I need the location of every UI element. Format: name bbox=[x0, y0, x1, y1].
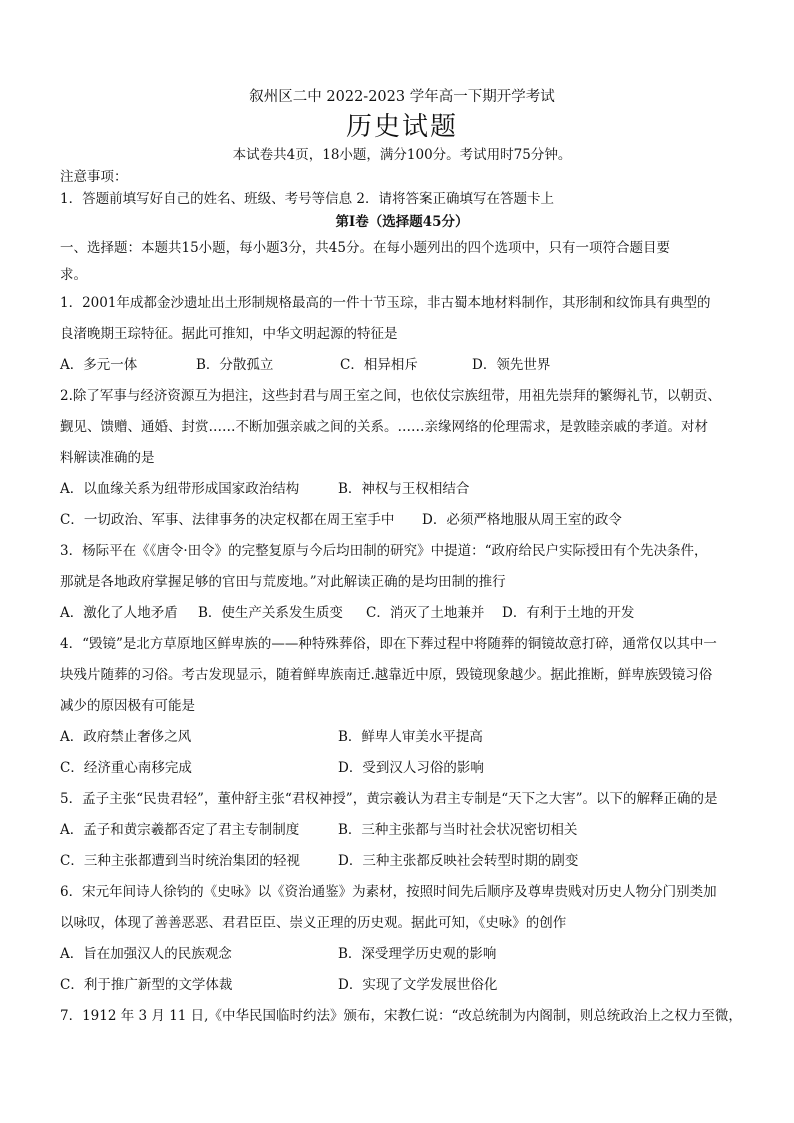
option-c[interactable]: C．三种主张都遭到当时统治集团的轻视 bbox=[60, 853, 300, 869]
options-row bbox=[60, 846, 744, 877]
option-c[interactable]: C．经济重心南移完成 bbox=[60, 760, 192, 776]
options-row bbox=[60, 722, 744, 753]
question-text: 那就是各地政府掌握足够的官田与荒废地。”对此解读正确的是均田制的推行 bbox=[60, 574, 506, 590]
option-a[interactable]: A．激化了人地矛盾 bbox=[60, 605, 178, 621]
exam-meta: 本试卷共4页，18小题，满分100分。考试用时75分钟。 bbox=[232, 147, 572, 163]
question-text: 以咏叹，体现了善善恶恶、君君臣臣、崇义正理的历史观。据此可知，《史咏》的创作 bbox=[60, 915, 567, 931]
options-row bbox=[60, 970, 744, 1001]
section-heading: 第Ⅰ卷（选择题45分） bbox=[335, 214, 469, 230]
options-row bbox=[60, 815, 744, 846]
question-text: 良渚晚期王琮特征。据此可推知，中华文明起源的特征是 bbox=[60, 326, 398, 342]
option-d[interactable]: D．三种主张都反映社会转型时期的剧变 bbox=[338, 853, 579, 869]
option-b[interactable]: B．使生产关系发生质变 bbox=[198, 605, 343, 621]
question-5 bbox=[60, 784, 744, 877]
option-d[interactable]: D．有利于土地的开发 bbox=[502, 605, 635, 621]
option-b[interactable]: B．三种主张都与当时社会状况密切相关 bbox=[338, 822, 578, 838]
option-d[interactable]: D．实现了文学发展世俗化 bbox=[338, 977, 498, 993]
question-text: 3．杨际平在《《唐令·田令》的完整复原与今后均田制的研究》中提道：“政府给民户实际授田有个先决条件， bbox=[60, 543, 708, 559]
question-text: 减少的原因极有可能是 bbox=[60, 698, 195, 714]
option-a[interactable]: A．政府禁止奢侈之风 bbox=[60, 729, 192, 745]
question-text: 觐见、馈赠、通婚、封赏……不断加强亲戚之间的关系。……亲缘网络的伦理需求，是敦睦亲戚的孝道。对材 bbox=[60, 419, 708, 435]
question-2 bbox=[60, 381, 744, 536]
option-d[interactable]: D．受到汉人习俗的影响 bbox=[338, 760, 484, 776]
question-7 bbox=[60, 1001, 744, 1032]
option-b[interactable]: B．深受理学历史观的影响 bbox=[338, 946, 497, 962]
question-text: 4．“毁镜”是北方草原地区鲜卑族的——种特殊葬俗，即在下葬过程中将随葬的铜镜故意打碎，通常仅以其中一 bbox=[60, 636, 717, 652]
options-row bbox=[60, 753, 744, 784]
question-text: 7．1912 年 3 月 11 日,《中华民国临时约法》颁布，宋教仁说：“改总统制为内阁制，则总统政治上之权力至微， bbox=[60, 1008, 742, 1024]
option-c[interactable]: C．相异相斥 bbox=[340, 357, 418, 373]
question-4 bbox=[60, 629, 744, 784]
options-row bbox=[60, 350, 744, 381]
option-a[interactable]: A．以血缘关系为纽带形成国家政治结构 bbox=[60, 481, 300, 497]
options-row bbox=[60, 505, 744, 536]
question-text: 2.除了军事与经济资源互为挹注，这些封君与周王室之间，也依仗宗族纽带，用祖先崇拜的繁缛礼节，以朝贡、 bbox=[60, 388, 721, 404]
notice-heading: 注意事项： bbox=[60, 169, 128, 185]
option-a[interactable]: A．旨在加强汉人的民族观念 bbox=[60, 946, 232, 962]
section-intro-line: 一、选择题：本题共15小题，每小题3分，共45分。在每小题列出的四个选项中，只有一项符合题目要 bbox=[60, 240, 670, 256]
question-text: 料解读准确的是 bbox=[60, 450, 155, 466]
question-text: 5．孟子主张“民贵君轻”，董仲舒主张“君权神授”，黄宗羲认为君主专制是“天下之大害”。以下的解释正确的是 bbox=[60, 791, 718, 807]
option-a[interactable]: A．孟子和黄宗羲都否定了君主专制制度 bbox=[60, 822, 300, 838]
question-6 bbox=[60, 877, 744, 1001]
question-text: 6．宋元年间诗人徐钧的《史咏》以《资治通鉴》为素材，按照时间先后顺序及尊卑贵贱对历史人物分门别类加 bbox=[60, 884, 717, 900]
notice-item: 1．答题前填写好自己的姓名、班级、考号等信息 2．请将答案正确填写在答题卡上 bbox=[60, 191, 554, 207]
exam-header: 叙州区二中 2022-2023 学年高一下期开学考试 bbox=[249, 89, 555, 105]
option-b[interactable]: B．分散孤立 bbox=[196, 357, 274, 373]
option-c[interactable]: C．消灭了土地兼并 bbox=[366, 605, 485, 621]
option-c[interactable]: C．一切政治、军事、法律事务的决定权都在周王室手中 bbox=[60, 512, 395, 528]
options-row bbox=[60, 939, 744, 970]
page-title: 历史试题 bbox=[345, 112, 458, 142]
options-row bbox=[60, 474, 744, 505]
section-intro-line: 求。 bbox=[60, 267, 87, 283]
options-row bbox=[60, 598, 744, 629]
option-b[interactable]: B．神权与王权相结合 bbox=[338, 481, 470, 497]
question-1 bbox=[60, 288, 744, 381]
question-text: 块残片随葬的习俗。考古发现显示，随着鲜卑族南迁.越靠近中原，毁镜现象越少。据此推断，鲜卑族毁镜习俗 bbox=[60, 667, 713, 683]
exam-page bbox=[60, 86, 744, 1032]
option-d[interactable]: D．领先世界 bbox=[472, 357, 551, 373]
question-text: 1．2001年成都金沙遗址出土形制规格最高的一件十节玉琮，非古蜀本地材料制作，其形制和纹饰具有典型的 bbox=[60, 295, 711, 311]
option-a[interactable]: A．多元一体 bbox=[60, 357, 138, 373]
question-3 bbox=[60, 536, 744, 629]
option-c[interactable]: C．利于推广新型的文学体裁 bbox=[60, 977, 233, 993]
option-b[interactable]: B．鲜卑人审美水平提高 bbox=[338, 729, 483, 745]
option-d[interactable]: D．必须严格地服从周王室的政令 bbox=[422, 512, 622, 528]
